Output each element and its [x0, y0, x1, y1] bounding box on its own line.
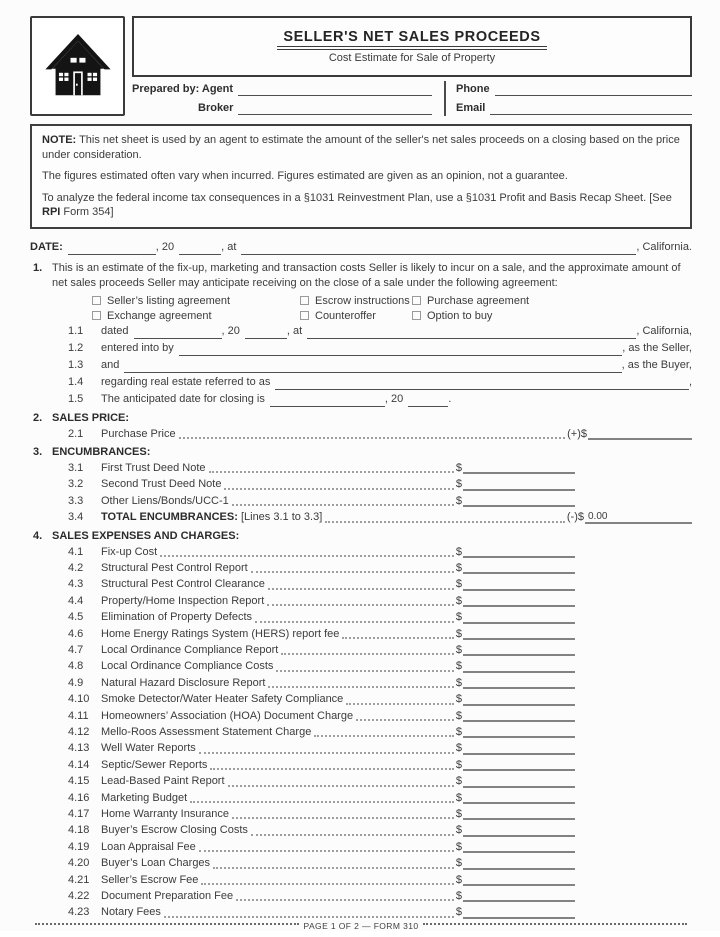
- expense-row: [30, 642, 575, 658]
- phone-row: [456, 81, 692, 97]
- minus-dollar-prefix: (-)$: [566, 511, 584, 524]
- phone-label: Phone: [456, 83, 490, 95]
- amount-blank[interactable]: [463, 610, 575, 624]
- agreement-checkbox-item: [412, 309, 692, 323]
- purchase-price-row: [30, 426, 692, 442]
- section-4-title: SALES EXPENSES AND CHARGES:: [52, 529, 240, 542]
- item-label: Second Trust Deed Note: [101, 478, 222, 491]
- date-at-label: , at: [221, 240, 237, 253]
- dotted-leader: [209, 471, 454, 473]
- dollar-sign: $: [455, 824, 462, 837]
- amount-blank[interactable]: [463, 905, 575, 919]
- checkbox-icon[interactable]: [412, 311, 421, 320]
- dotted-leader: [179, 437, 566, 439]
- form-line-1-4: [30, 374, 692, 391]
- agreement-checkbox-label: Exchange agreement: [107, 309, 212, 322]
- amount-blank[interactable]: [463, 872, 575, 886]
- dollar-sign: $: [455, 709, 462, 722]
- amount-blank[interactable]: [463, 856, 575, 870]
- note-paragraph-2: The figures estimated often vary when incurred. Figures estimated are given as an opinion, not a guarantee.: [42, 170, 568, 182]
- agreement-checkbox-label: Counteroffer: [315, 309, 376, 322]
- house-icon: [44, 30, 112, 102]
- item-number: 4.1: [68, 545, 84, 558]
- dotted-leader: [268, 686, 453, 688]
- agreement-checkbox-label: Escrow instructions: [315, 294, 410, 307]
- amount-blank[interactable]: [463, 593, 575, 607]
- item-label: Seller’s Escrow Fee: [101, 873, 199, 886]
- item-label: Property/Home Inspection Report: [101, 594, 265, 607]
- checkbox-icon[interactable]: [300, 296, 309, 305]
- form-title: SELLER'S NET SALES PROCEEDS: [277, 29, 546, 50]
- california-label: , California,: [636, 324, 692, 337]
- item-number: 4.19: [68, 840, 90, 853]
- expense-row: [30, 888, 575, 904]
- plus-dollar-prefix: (+)$: [567, 427, 587, 440]
- closing-year-blank[interactable]: [408, 394, 448, 407]
- item-number: 1.5: [68, 392, 84, 405]
- expense-rows: [30, 544, 692, 921]
- checkbox-icon[interactable]: [92, 311, 101, 320]
- item-label: Purchase Price: [101, 427, 176, 440]
- dollar-sign: $: [455, 890, 462, 903]
- property-description-blank[interactable]: [275, 377, 689, 390]
- checkbox-icon[interactable]: [412, 296, 421, 305]
- item-1-text: This is an estimate of the fix-up, marketing and transaction costs Seller is likely to incur on a sale, and the approximate amount of net sales proceeds Seller may anticipate receiving on the close of a sale under the following agreement:: [52, 261, 681, 289]
- form-header: [30, 16, 692, 116]
- note-paragraph-3: [42, 191, 680, 220]
- checkbox-icon[interactable]: [92, 296, 101, 305]
- broker-row: [132, 100, 432, 116]
- agreement-checkbox-label: Option to buy: [427, 309, 493, 322]
- item-label: Lead-Based Paint Report: [101, 775, 225, 788]
- expense-row: [30, 740, 575, 756]
- agreement-checkbox-label: Seller’s listing agreement: [107, 294, 231, 307]
- item-number: 4.21: [68, 873, 90, 886]
- dollar-sign: $: [455, 578, 462, 591]
- footer-dots-right: [423, 923, 687, 925]
- section-2-title: SALES PRICE:: [52, 411, 130, 424]
- item-number: 4.7: [68, 643, 84, 656]
- dotted-leader: [232, 817, 454, 819]
- note-text-3a: To analyze the federal income tax consequences in a §1031 Reinvestment Plan, use a §1031 Profit and Basis Recap Sheet. [See: [42, 191, 672, 204]
- dotted-leader: [236, 899, 454, 901]
- header-right: [132, 16, 692, 116]
- dollar-sign: $: [455, 660, 462, 673]
- expense-row: [30, 593, 575, 609]
- expense-row: [30, 544, 575, 560]
- amount-blank[interactable]: [463, 741, 575, 755]
- expense-row: [30, 658, 575, 674]
- date-california-label: , California.: [636, 240, 692, 253]
- dollar-sign: $: [455, 478, 462, 491]
- note-text-3c: Form 354]: [60, 206, 114, 218]
- dollar-sign: $: [455, 461, 462, 474]
- dotted-leader: [201, 883, 453, 885]
- item-number: 4.3: [68, 578, 84, 591]
- encumbrance-rows: [30, 460, 692, 509]
- dollar-sign: $: [455, 545, 462, 558]
- seller-name-blank[interactable]: [179, 343, 623, 356]
- section-3-title: ENCUMBRANCES:: [52, 445, 151, 458]
- item-label: Well Water Reports: [101, 742, 196, 755]
- item-label: Septic/Sewer Reports: [101, 758, 208, 771]
- dotted-leader: [325, 521, 565, 523]
- dollar-sign: $: [455, 676, 462, 689]
- closing-date-label: The anticipated date for closing is: [101, 392, 265, 405]
- note-paragraph-1: [42, 133, 680, 162]
- date-city-blank[interactable]: [241, 242, 636, 255]
- form-line-1-3: [30, 357, 692, 374]
- publisher-logo: [30, 16, 125, 116]
- amount-blank[interactable]: [463, 493, 575, 507]
- amount-blank[interactable]: [463, 708, 575, 722]
- item-number: 1.4: [68, 375, 84, 388]
- dotted-leader: [199, 752, 454, 754]
- item-number: 4.17: [68, 808, 90, 821]
- amount-blank[interactable]: [463, 477, 575, 491]
- dotted-leader: [356, 719, 454, 721]
- regarding-label: regarding real estate referred to as: [101, 375, 271, 388]
- amount-blank[interactable]: [463, 757, 575, 771]
- agreement-checkbox-item: [412, 294, 692, 308]
- dotted-leader: [251, 571, 454, 573]
- agreement-checkbox-item: [300, 309, 412, 323]
- as-buyer-label: , as the Buyer,: [621, 358, 692, 371]
- total-encumbrances-value[interactable]: 0.00: [585, 511, 692, 524]
- expense-row: [30, 757, 575, 773]
- amount-blank[interactable]: [463, 888, 575, 902]
- dotted-leader: [346, 703, 454, 705]
- amount-blank[interactable]: [463, 577, 575, 591]
- amount-blank[interactable]: [463, 823, 575, 837]
- form-line-1-5: [30, 391, 692, 408]
- item-number: 3.1: [68, 461, 84, 474]
- amount-blank[interactable]: [463, 560, 575, 574]
- trailing-period: .: [448, 392, 452, 405]
- item-label: Mello-Roos Assessment Statement Charge: [101, 726, 312, 738]
- item-number: 4.20: [68, 857, 90, 870]
- closing-date-blank[interactable]: [270, 394, 385, 407]
- closing-year-prefix: , 20: [384, 392, 404, 405]
- dollar-sign: $: [455, 643, 462, 656]
- amount-blank[interactable]: [463, 659, 575, 673]
- dollar-sign: $: [455, 775, 462, 788]
- dotted-leader: [190, 801, 454, 803]
- encumbrance-row: [30, 460, 575, 476]
- expense-row: [30, 560, 575, 576]
- footer-text: PAGE 1 OF 2 — FORM 310: [303, 920, 419, 931]
- section-2-number: 2.: [33, 411, 43, 424]
- item-number: 4.12: [68, 726, 90, 738]
- dotted-leader: [210, 768, 453, 770]
- expense-row: [30, 855, 575, 871]
- encumbrance-row: [30, 476, 575, 492]
- expense-row: [30, 708, 575, 724]
- agent-name-blank[interactable]: [238, 83, 432, 96]
- agreement-city-blank[interactable]: [307, 326, 636, 339]
- dotted-leader: [199, 850, 454, 852]
- item-label: Document Preparation Fee: [101, 890, 234, 903]
- item-label: Buyer’s Loan Charges: [101, 857, 211, 870]
- dollar-sign: $: [455, 840, 462, 853]
- item-number: 3.4: [68, 511, 84, 524]
- buyer-name-blank[interactable]: [124, 360, 621, 373]
- dotted-leader: [164, 916, 454, 918]
- form-line-1-2: [30, 340, 692, 357]
- item-label: Home Warranty Insurance: [101, 808, 229, 821]
- amount-blank[interactable]: [463, 724, 575, 738]
- agreement-checkbox-grid: [30, 294, 692, 323]
- item-label: Homeowners’ Association (HOA) Document Charge: [101, 709, 354, 722]
- section-3-number: 3.: [33, 445, 43, 458]
- dollar-sign: $: [455, 742, 462, 755]
- total-encumbrances-label: TOTAL ENCUMBRANCES:: [101, 511, 238, 524]
- expense-row: [30, 691, 575, 707]
- dotted-leader: [160, 555, 454, 557]
- item-number: 4.8: [68, 660, 84, 673]
- expense-row: [30, 790, 575, 806]
- agent-row: [132, 81, 432, 97]
- item-number: 4.10: [68, 693, 90, 706]
- form-line-1-1: [30, 323, 692, 340]
- amount-blank[interactable]: [463, 675, 575, 689]
- item-label: Structural Pest Control Clearance: [101, 578, 265, 591]
- vertical-divider: [444, 81, 446, 116]
- prepared-by-agent-label: Prepared by: Agent: [132, 83, 234, 95]
- section-2-header: [30, 410, 692, 426]
- agreement-checkbox-label: Purchase agreement: [427, 294, 530, 307]
- item-number: 4.13: [68, 742, 90, 755]
- dollar-sign: $: [455, 594, 462, 607]
- dotted-leader: [213, 867, 454, 869]
- expense-row: [30, 904, 575, 920]
- and-label: and: [101, 358, 120, 371]
- agreement-checkbox-item: [92, 294, 300, 308]
- date-line: [30, 239, 692, 256]
- amount-blank[interactable]: [463, 544, 575, 558]
- prepared-left: [132, 81, 432, 116]
- dotted-leader: [314, 735, 454, 737]
- item-label: Marketing Budget: [101, 791, 188, 804]
- dollar-sign: $: [455, 726, 462, 738]
- item-label: Elimination of Property Defects: [101, 611, 253, 624]
- lines-bracket-label: [Lines 3.1 to 3.3]: [237, 511, 323, 524]
- item-label: Buyer’s Escrow Closing Costs: [101, 824, 248, 837]
- amount-blank[interactable]: [463, 626, 575, 640]
- form-subtitle: Cost Estimate for Sale of Property: [328, 52, 496, 64]
- item-label: Local Ordinance Compliance Costs: [101, 660, 274, 673]
- footer-dots-left: [35, 923, 299, 925]
- item-number: 4.16: [68, 791, 90, 804]
- broker-name-blank[interactable]: [238, 102, 432, 115]
- item-number: 4.23: [68, 906, 90, 919]
- amount-blank[interactable]: [463, 790, 575, 804]
- dollar-sign: $: [455, 906, 462, 919]
- rpi-label: RPI: [42, 206, 61, 218]
- email-label: Email: [456, 102, 486, 114]
- email-blank[interactable]: [490, 102, 692, 115]
- amount-blank[interactable]: [463, 774, 575, 788]
- dotted-leader: [251, 834, 454, 836]
- total-encumbrances-row: [30, 509, 692, 525]
- item-number: 1.2: [68, 341, 84, 354]
- item-number: 4.4: [68, 594, 84, 607]
- amount-blank[interactable]: [463, 460, 575, 474]
- item-number: 4.15: [68, 775, 90, 788]
- item-number: 4.2: [68, 561, 84, 574]
- expense-row: [30, 724, 575, 740]
- expense-row: [30, 872, 575, 888]
- note-label: NOTE:: [42, 134, 77, 146]
- item-label: First Trust Deed Note: [101, 461, 206, 474]
- dollar-sign: $: [455, 494, 462, 507]
- amount-blank[interactable]: [463, 839, 575, 853]
- item-1-number: 1.: [33, 261, 43, 274]
- item-number: 4.9: [68, 676, 84, 689]
- dotted-leader: [232, 504, 454, 506]
- title-box: [132, 16, 692, 77]
- date-label: DATE:: [30, 240, 63, 253]
- date-blank[interactable]: [68, 242, 156, 255]
- item-number: 1.3: [68, 358, 84, 371]
- agreement-checkbox-item: [92, 309, 300, 323]
- dollar-sign: $: [455, 627, 462, 640]
- dollar-sign: $: [455, 791, 462, 804]
- trailing-comma: ,: [688, 375, 692, 388]
- encumbrance-row: [30, 493, 575, 509]
- expense-row: [30, 626, 575, 642]
- dollar-sign: $: [455, 758, 462, 771]
- amount-blank[interactable]: [463, 692, 575, 706]
- item-label: Structural Pest Control Report: [101, 561, 248, 574]
- date-year-prefix: , 20: [155, 240, 175, 253]
- page-footer: [30, 921, 692, 937]
- phone-blank[interactable]: [495, 83, 692, 96]
- purchase-price-blank[interactable]: [588, 426, 692, 440]
- item-number: 3.3: [68, 494, 84, 507]
- item-label: Natural Hazard Disclosure Report: [101, 676, 266, 689]
- expense-row: [30, 576, 575, 592]
- expense-row: [30, 675, 575, 691]
- item-number: 2.1: [68, 427, 84, 440]
- as-seller-label: , as the Seller,: [622, 341, 692, 354]
- dollar-sign: $: [455, 873, 462, 886]
- expense-row: [30, 773, 575, 789]
- dollar-sign: $: [455, 693, 462, 706]
- section-3-header: [30, 444, 692, 460]
- item-number: 4.5: [68, 611, 84, 624]
- checkbox-icon[interactable]: [300, 311, 309, 320]
- expense-row: [30, 806, 575, 822]
- dotted-leader: [281, 653, 454, 655]
- dotted-leader: [267, 604, 454, 606]
- item-label: Notary Fees: [101, 906, 161, 919]
- agreement-checkbox-item: [300, 294, 412, 308]
- item-number: 3.2: [68, 478, 84, 491]
- expense-row: [30, 822, 575, 838]
- item-label: Smoke Detector/Water Heater Safety Compliance: [101, 693, 344, 706]
- email-row: [456, 100, 692, 116]
- prepared-by-section: [132, 81, 692, 116]
- item-number: 4.18: [68, 824, 90, 837]
- item-label: Fix-up Cost: [101, 545, 158, 558]
- item-label: Loan Appraisal Fee: [101, 840, 196, 853]
- prepared-right: [456, 81, 692, 116]
- at-label: , at: [286, 324, 303, 337]
- dotted-leader: [276, 670, 453, 672]
- item-number: 4.11: [68, 709, 89, 722]
- expense-row: [30, 609, 575, 625]
- dollar-sign: $: [455, 611, 462, 624]
- dotted-leader: [255, 621, 454, 623]
- section-4-header: [30, 528, 692, 544]
- dotted-leader: [224, 488, 453, 490]
- dated-label: dated: [101, 324, 129, 337]
- item-label: Home Energy Ratings System (HERS) report fee: [101, 627, 340, 640]
- section-4-number: 4.: [33, 529, 43, 542]
- dotted-leader: [268, 588, 454, 590]
- item-number: 1.1: [68, 324, 84, 337]
- amount-blank[interactable]: [463, 642, 575, 656]
- item-number: 4.6: [68, 627, 84, 640]
- year-prefix: , 20: [221, 324, 240, 337]
- date-year-blank[interactable]: [179, 242, 221, 255]
- dotted-leader: [342, 637, 453, 639]
- broker-label: Broker: [198, 102, 234, 114]
- entered-into-label: entered into by: [101, 341, 174, 354]
- dotted-leader: [228, 785, 454, 787]
- item-label: Other Liens/Bonds/UCC-1: [101, 494, 229, 507]
- dollar-sign: $: [455, 808, 462, 821]
- amount-blank[interactable]: [463, 806, 575, 820]
- item-number: 4.22: [68, 890, 90, 903]
- dollar-sign: $: [455, 857, 462, 870]
- item-label: Local Ordinance Compliance Report: [101, 643, 279, 656]
- note-box: [30, 124, 692, 229]
- agreement-date-blank[interactable]: [134, 326, 222, 339]
- note-text-1: This net sheet is used by an agent to estimate the amount of the seller's net sales proceeds on a closing based on the price under consideration.: [42, 134, 680, 161]
- expense-row: [30, 839, 575, 855]
- dollar-sign: $: [455, 561, 462, 574]
- agreement-year-blank[interactable]: [245, 326, 287, 339]
- item-1-paragraph: [30, 261, 692, 292]
- item-number: 4.14: [68, 758, 90, 771]
